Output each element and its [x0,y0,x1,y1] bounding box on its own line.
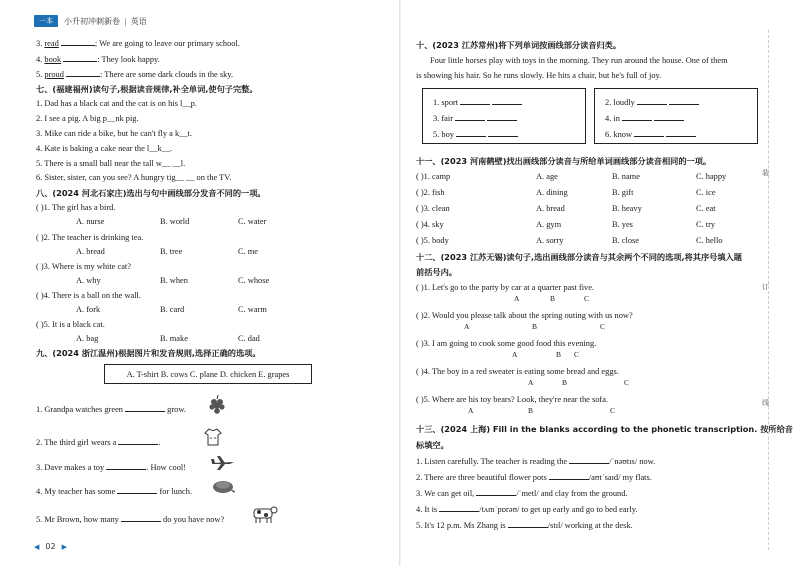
sec7-item: 5. There is a small ball near the tall w__ __l. [36,159,186,168]
answer-blank[interactable] [61,38,95,46]
answer-blank[interactable] [66,69,100,77]
option-b[interactable]: B. make [160,334,188,343]
binding-label: 装 [762,169,769,177]
next-arrow-icon[interactable]: ▶ [61,542,67,551]
option-b[interactable]: B. world [160,217,190,226]
passage-line: Four little horses play with toys in the morning. They run around the house. One of them [430,56,728,65]
sec12-item: ( )3. I am going to cook some good food this evening. [416,339,597,348]
sec12-item: ( )1. Let's go to the party by car at a quarter past five. [416,283,595,292]
sec12-item: ( )2. Would you please talk about the spring outing with us now? [416,311,633,320]
sec8-question: ( )2. The teacher is drinking tea. [36,233,144,242]
option-b[interactable]: B. heavy [612,204,642,213]
sec12-item: ( )5. Where are his toy bears? Look, they're near the sofa. [416,395,609,404]
sec9-item: 4. My teacher has some for lunch. [36,487,193,496]
option-a[interactable]: A. bread [76,247,105,256]
label-a: A [528,378,534,387]
section-13-title: 十三、(2024 上海) Fill in the blanks according to the phonetic transcription. 按所给音 [416,424,793,434]
sec7-item: 4. Kate is baking a cake near the l__k__. [36,144,173,153]
sec8-question: ( )3. Where is my white cat? [36,262,131,271]
item-proud: 5. proud : There are some dark clouds in the sky. [36,70,234,79]
item-book: 4. book : They look happy. [36,55,160,64]
series-title: 小升初冲刺新卷 [64,16,120,26]
sec8-question: ( )1. The girl has a bird. [36,203,116,212]
answer-blank[interactable] [549,472,589,480]
sec11-question: ( )3. clean [416,204,450,213]
label-a: A [512,350,518,359]
sec7-item: 6. Sister, sister, can you see? A hungry tig__ __ on the TV. [36,173,232,182]
answer-blank[interactable] [476,488,516,496]
sec13-item: 1. Listen carefully. The teacher is reading the /ˈnəʊtɪs/ now. [416,457,656,466]
item-read: 3. read ; We are going to leave our primary school. [36,39,240,48]
label-c: C [610,406,616,415]
cow-icon [248,503,278,525]
subject-label: 英语 [130,16,147,26]
option-b[interactable]: B. card [160,305,185,314]
option-b[interactable]: B. close [612,236,639,245]
option-c[interactable]: C. ice [696,188,716,197]
answer-blank[interactable] [439,504,479,512]
page-header: 一本 小升初冲刺新卷 | 英语 [34,14,147,28]
label-b: B [556,350,562,359]
sec9-item: 5. Mr Brown, how many do you have now? [36,515,225,524]
option-c[interactable]: C. dad [238,334,260,343]
option-a[interactable]: A. bread [536,204,565,213]
answer-blank[interactable] [63,54,97,62]
sec9-item: 3. Dave makes a toy . How cool! [36,463,187,472]
option-a[interactable]: A. sorry [536,236,564,245]
answer-blank[interactable] [508,520,548,528]
sec11-question: ( )1. camp [416,172,451,181]
option-a[interactable]: A. bag [76,334,99,343]
option-a[interactable]: A. fork [76,305,101,314]
sec11-question: ( )4. sky [416,220,444,229]
sec13-item: 5. It's 12 p.m. Ms Zhang is /stɪl/ working at the desk. [416,521,633,530]
sort-item: 6. know [605,129,696,139]
label-a: A [464,322,470,331]
answer-blank[interactable] [125,404,165,412]
option-b[interactable]: B. yes [612,220,633,229]
passage-line: is showing his hair. So he runs slowly. He hits a chair, but he's full of joy. [416,71,662,80]
sec7-item: 2. I see a pig. A big p__nk pig. [36,114,139,123]
label-a: A [514,294,520,303]
section-11-title: 十一、(2023 河南鹤壁)找出画线部分读音与所给单词画线部分读音相同的一项。 [416,156,712,166]
sec13-item: 4. It is /tʌmˈpɒrəʊ/ to get up early and go to bed early. [416,505,638,514]
option-b[interactable]: B. when [160,276,188,285]
section-7-title: 七、(福建福州)读句子,根据读音规律,补全单词,使句子完整。 [36,84,258,94]
prev-arrow-icon[interactable]: ◀ [34,542,40,551]
chicken-icon [210,476,236,496]
option-a[interactable]: A. gym [536,220,562,229]
label-b: B [528,406,534,415]
section-12-title: 十二、(2023 江苏无锡)读句子,选出画线部分读音与其余两个不同的选项,将其序号填入题 [416,252,742,262]
section-12-title-cont: 前括号内。 [416,267,457,277]
binding-label: 订 [762,283,769,291]
sec9-item: 2. The third girl wears a . [36,438,161,447]
option-c[interactable]: C. warm [238,305,267,314]
label-c: C [600,322,606,331]
sort-box-1 [422,88,586,144]
sort-item: 2. loudly [605,97,699,107]
plane-icon [210,454,236,472]
sort-item: 5. boy [433,129,518,139]
sec7-item: 3. Mike can ride a bike, but he can't fly a k__t. [36,129,192,138]
sec8-question: ( )5. It is a black cat. [36,320,105,329]
option-a[interactable]: A. nurse [76,217,105,226]
sort-item: 1. sport [433,97,522,107]
option-b[interactable]: B. tree [160,247,183,256]
label-a: A [468,406,474,415]
section-9-title: 九、(2024 浙江温州)根据图片和发音规则,选择正确的选项。 [36,348,261,358]
section-13-title-cont: 标填空。 [416,440,449,450]
sec13-item: 3. We can get oil, /ˈmetl/ and clay from the ground. [416,489,628,498]
sec9-item: 1. Grandpa watches green grow. [36,405,186,414]
label-c: C [574,350,580,359]
sec11-question: ( )2. fish [416,188,445,197]
right-page [400,0,800,566]
option-b[interactable]: B. name [612,172,640,181]
page-number: ◀ 02 ▶ [34,542,67,551]
answer-blank[interactable] [569,456,609,464]
label-c: C [584,294,590,303]
sec7-item: 1. Dad has a black cat and the cat is on his l__p. [36,99,197,108]
sec11-question: ( )5. body [416,236,449,245]
tshirt-icon [202,426,224,448]
option-b[interactable]: B. gift [612,188,634,197]
sec12-item: ( )4. The boy in a red sweater is eating some bread and eggs. [416,367,619,376]
option-a[interactable]: A. why [76,276,101,285]
word-bank: A. T-shirt B. cows C. plane D. chicken E. grapes [126,369,290,379]
option-a[interactable]: A. age [536,172,558,181]
brand-logo: 一本 [34,15,58,27]
option-c[interactable]: C. try [696,220,716,229]
sort-box-2 [594,88,758,144]
sort-item: 4. in [605,113,684,123]
answer-blank[interactable] [117,486,157,494]
option-c[interactable]: C. hello [696,236,723,245]
label-b: B [550,294,556,303]
sort-item: 3. fair [433,113,517,123]
answer-blank[interactable] [121,514,161,522]
section-10-title: 十、(2023 江苏常州)将下列单词按画线部分读音归类。 [416,40,622,50]
section-8-title: 八、(2024 河北石家庄)选出与句中画线部分发音不同的一项。 [36,188,266,198]
binding-label: 线 [762,399,769,407]
option-c[interactable]: C. whose [238,276,270,285]
label-c: C [624,378,630,387]
word-bank-box [104,364,312,384]
answer-blank[interactable] [118,437,158,445]
sec13-item: 2. There are three beautiful flower pots /aʊtˈsaɪd/ my flats. [416,473,652,482]
option-c[interactable]: C. eat [696,204,716,213]
label-b: B [562,378,568,387]
grapes-icon [206,394,228,416]
option-c[interactable]: C. water [238,217,267,226]
sec8-question: ( )4. There is a ball on the wall. [36,291,141,300]
option-c[interactable]: C. happy [696,172,727,181]
option-a[interactable]: A. dining [536,188,568,197]
answer-blank[interactable] [106,462,146,470]
option-c[interactable]: C. me [238,247,259,256]
label-b: B [532,322,538,331]
